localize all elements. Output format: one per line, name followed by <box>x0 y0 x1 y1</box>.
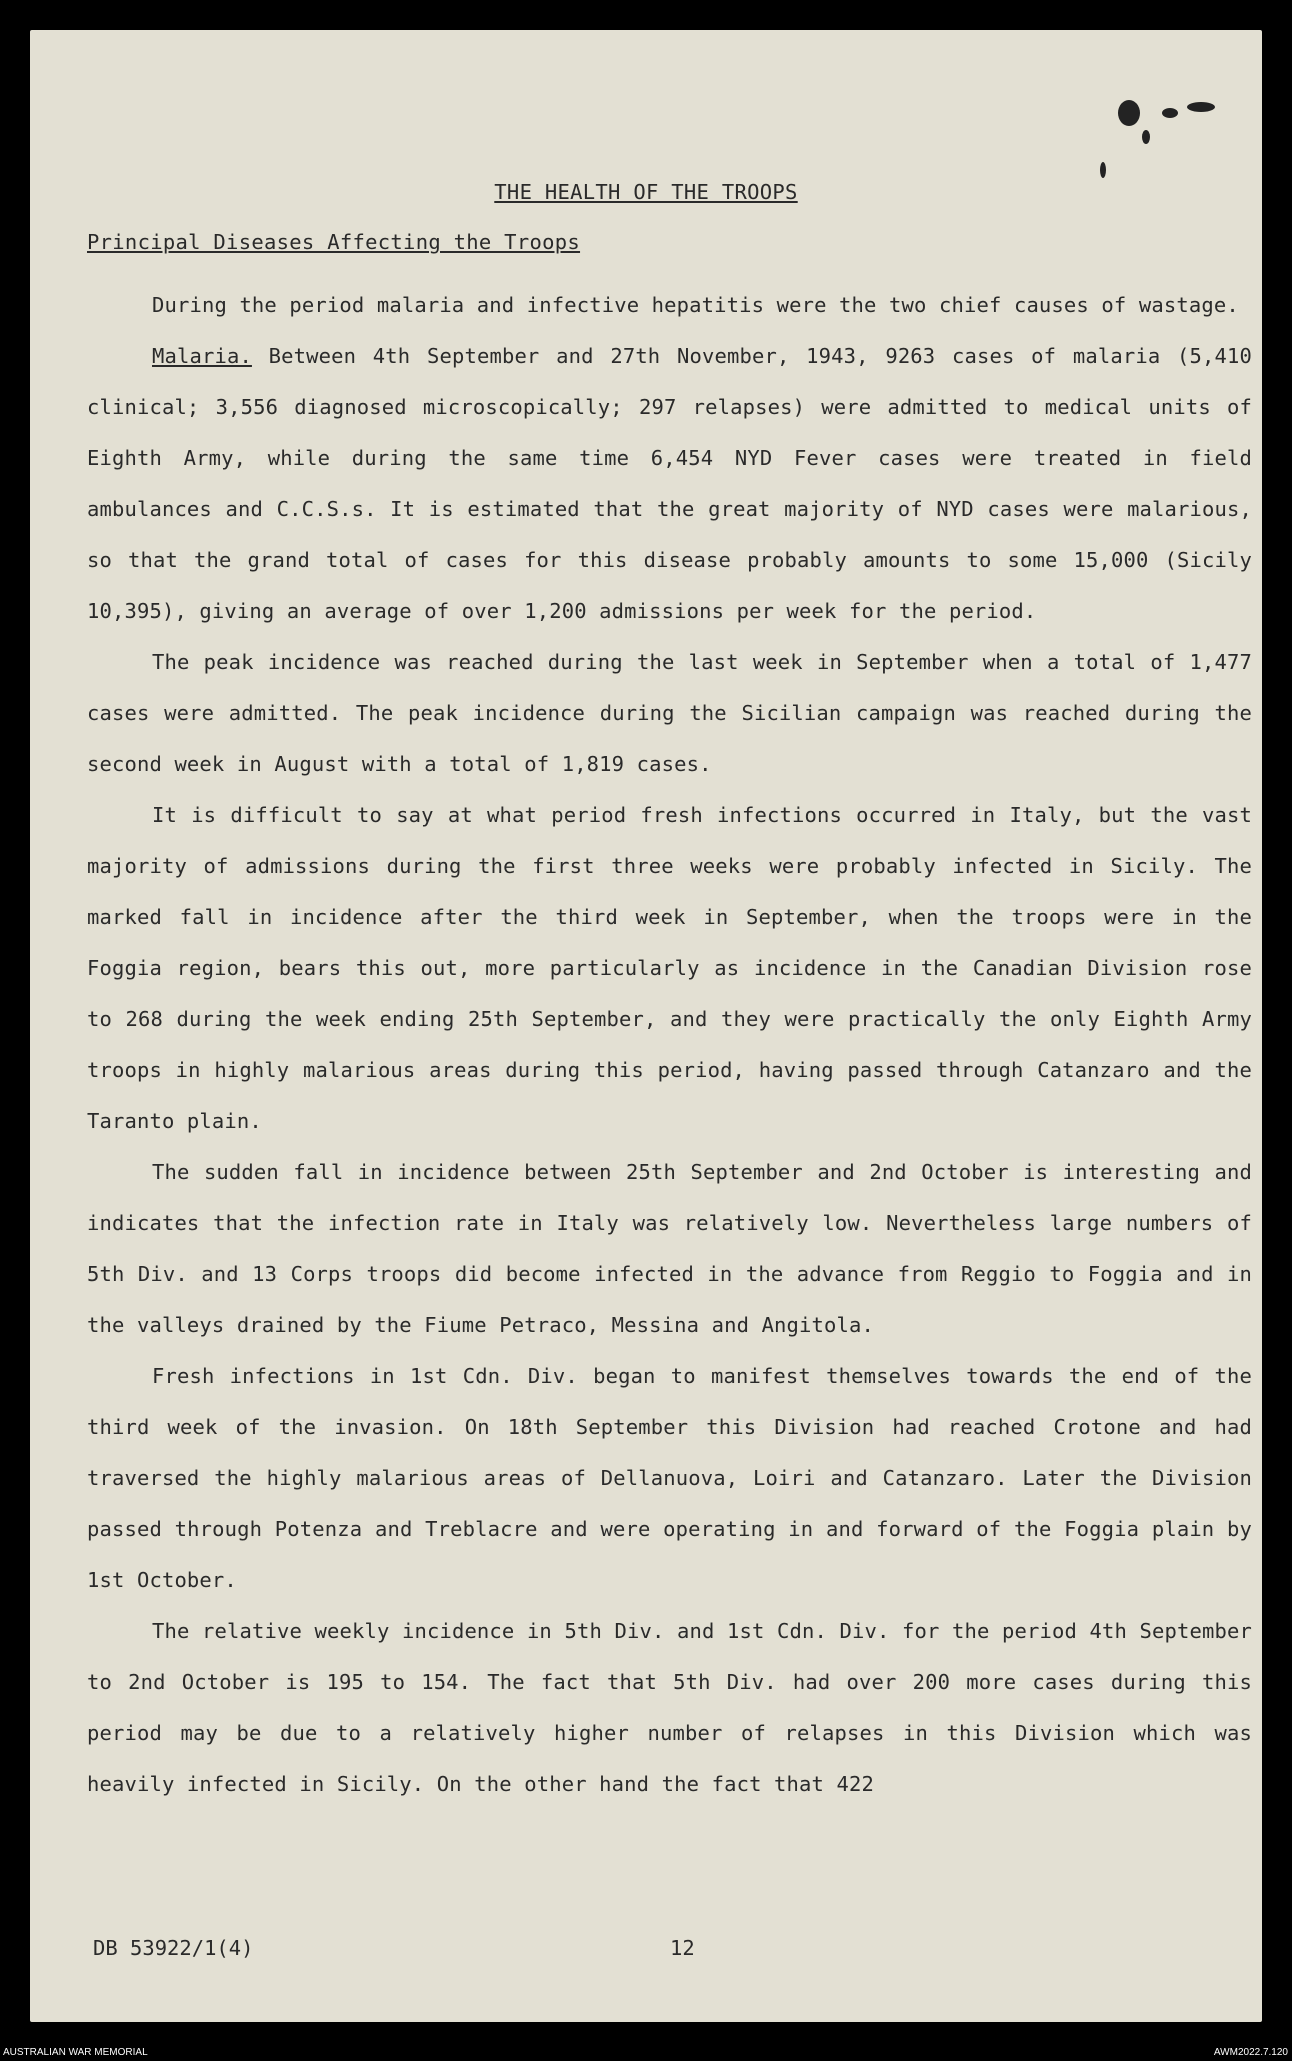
paper-damage-mark <box>1162 108 1178 118</box>
document-title: THE HEALTH OF THE TROOPS <box>494 180 798 204</box>
paragraph <box>87 1147 1252 1351</box>
paragraph-text: The relative weekly incidence in 5th Div. and 1st Cdn. Div. for the period 4th September to 2nd October is 195 to 154. The fact that 5th Div. had over 200 more cases during this period may be due to a relatively higher number of relapses in this Division which was heavily infected in Sicily. On the other hand the fact that 422 <box>87 1619 1252 1796</box>
paragraph <box>87 1351 1252 1606</box>
paragraph-text: It is difficult to say at what period fresh infections occurred in Italy, but the vast majority of admissions during the first three weeks were probably infected in Sicily. The marked fall in incidence after the third week in September, when the troops were in the Foggia region, bears this out, more particularly as incidence in the Canadian Division rose to 268 during the week ending 25th September, and they were practically the only Eighth Army troops in highly malarious areas during this period, having passed through Catanzaro and the Taranto plain. <box>87 803 1252 1133</box>
document-page <box>30 30 1262 2022</box>
paper-damage-mark <box>1100 162 1106 178</box>
paragraph <box>87 280 1252 331</box>
paragraph-lead: Malaria. <box>152 344 252 368</box>
paragraph <box>87 790 1252 1147</box>
paragraph <box>87 637 1252 790</box>
paragraph-text: Fresh infections in 1st Cdn. Div. began to manifest themselves towards the end of the third week of the invasion. On 18th September this Division had reached Crotone and had traversed the highly malarious areas of Dellanuova, Loiri and Catanzaro. Later the Division passed through Potenza and Treblacre and were operating in and forward of the Foggia plain by 1st October. <box>87 1364 1252 1592</box>
archive-institution: AUSTRALIAN WAR MEMORIAL <box>3 2047 148 2058</box>
paper-damage-mark <box>1142 130 1150 144</box>
archive-item-id: AWM2022.7.120 <box>1213 2047 1288 2058</box>
paragraph <box>87 1606 1252 1810</box>
document-reference: DB 53922/1(4) <box>93 1936 254 1960</box>
paragraph-text: The peak incidence was reached during the last week in September when a total of 1,477 cases were admitted. The peak incidence during the Sicilian campaign was reached during the second week in August with a total of 1,819 cases. <box>87 650 1252 776</box>
paper-damage-mark <box>1187 102 1215 112</box>
paragraph-text: The sudden fall in incidence between 25th September and 2nd October is interesting and indicates that the infection rate in Italy was relatively low. Nevertheless large numbers of 5th Div. and 13 Corps troops did become infected in the advance from Reggio to Foggia and in the valleys drained by the Fiume Petraco, Messina and Angitola. <box>87 1160 1252 1337</box>
paper-damage-mark <box>1118 100 1140 126</box>
document-body <box>87 280 1252 1810</box>
paragraph-text: Between 4th September and 27th November, 1943, 9263 cases of malaria (5,410 clinical; 3,556 diagnosed microscopically; 297 relapses) were admitted to medical units of Eighth Army, while during the same time 6,454 NYD Fever cases were treated in field ambulances and C.C.S.s. It is estimated that the great majority of NYD cases were malarious, so that the grand total of cases for this disease probably amounts to some 15,000 (Sicily 10,395), giving an average of over 1,200 admissions per week for the period. <box>87 344 1252 623</box>
paragraph <box>87 331 1252 637</box>
archive-caption-bar <box>0 2046 1292 2061</box>
section-heading: Principal Diseases Affecting the Troops <box>87 230 581 254</box>
paragraph-text: During the period malaria and infective hepatitis were the two chief causes of wastage. <box>152 293 1239 317</box>
page-number: 12 <box>670 1936 695 1960</box>
